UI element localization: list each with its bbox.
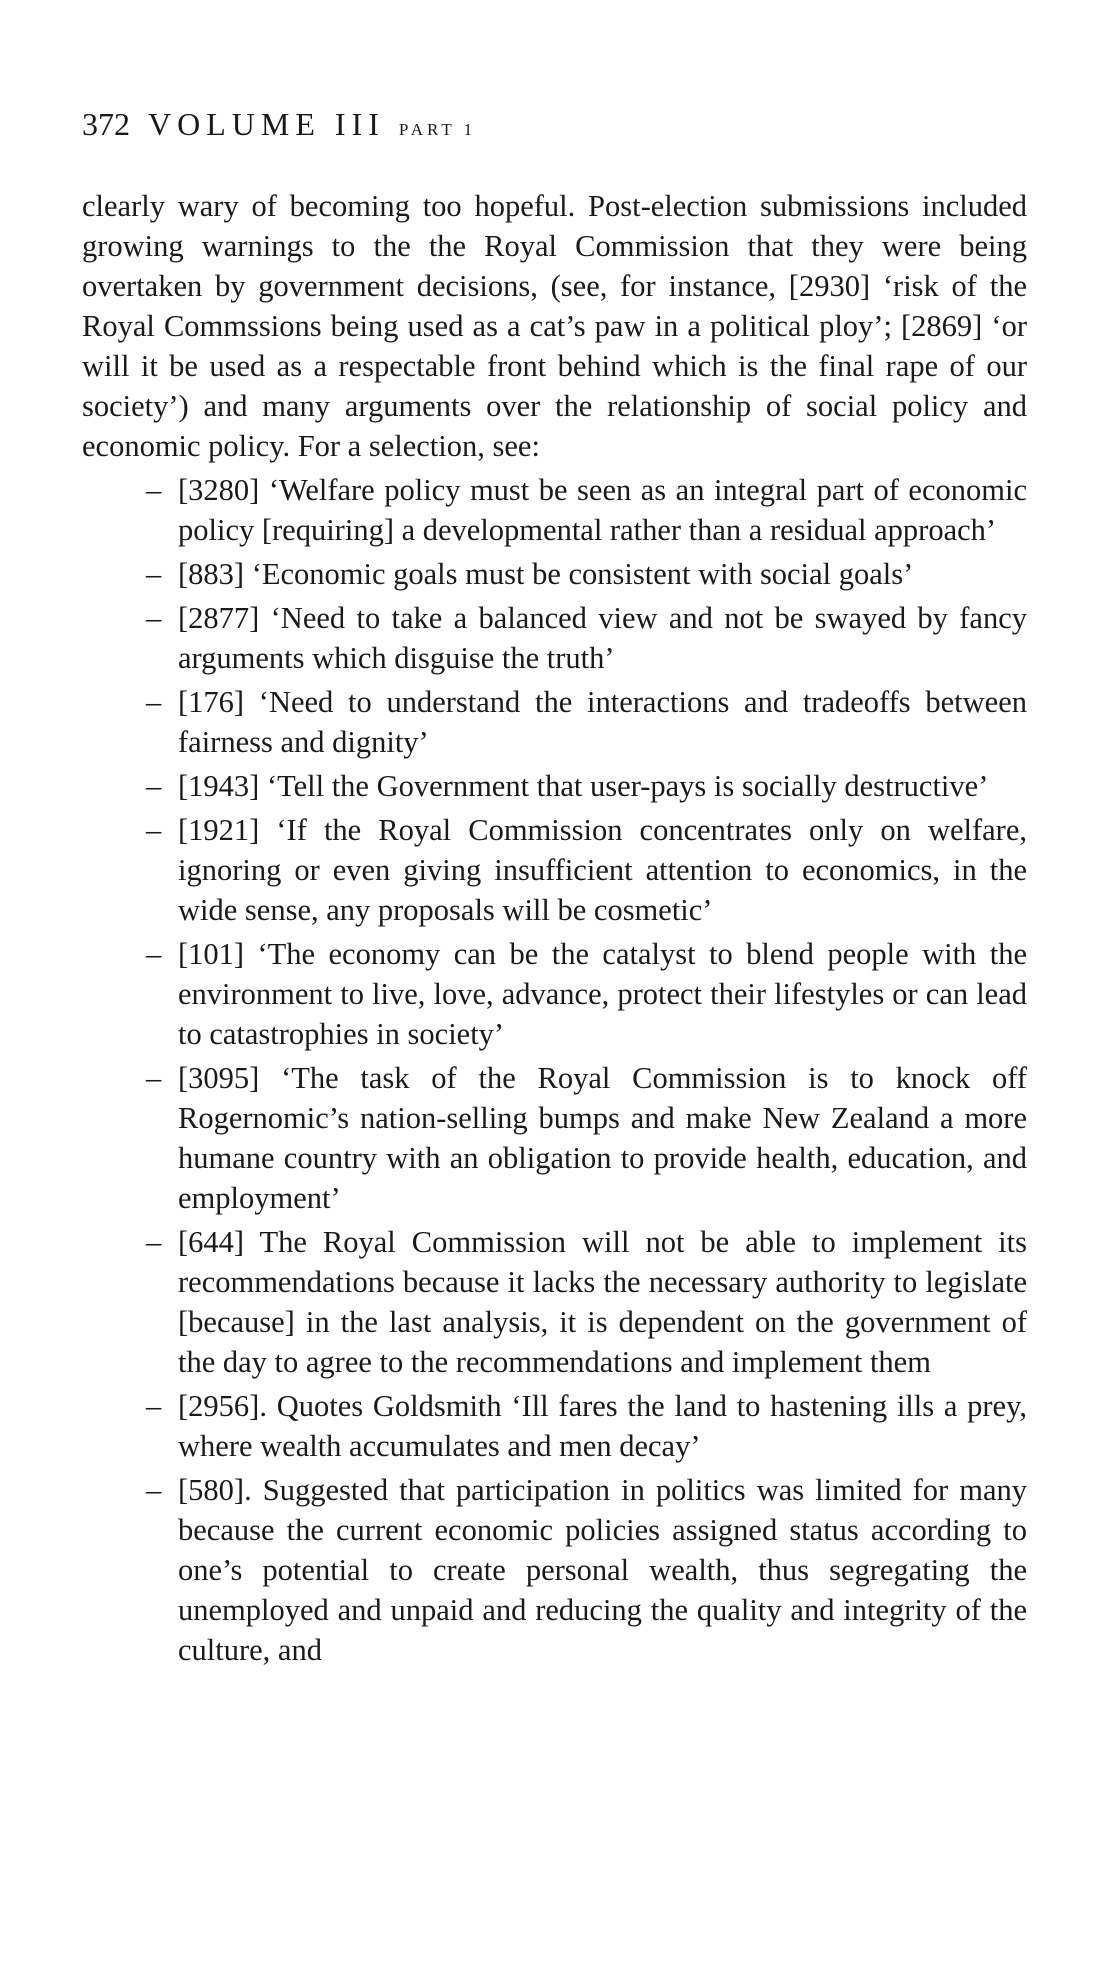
list-item <box>82 766 1027 806</box>
list-item <box>82 934 1027 1054</box>
list-item <box>82 682 1027 762</box>
list-item <box>82 1470 1027 1670</box>
list-item-text: [101] ‘The economy can be the catalyst to blend people with the environment to live, love, advance, protect their lifestyles or can lead to catastrophies in society’ <box>178 937 1027 1051</box>
intro-paragraph: clearly wary of becoming too hopeful. Post-election submissions included growing warnings to the the Royal Commission that they were being overtaken by government decisions, (see, for instance, [2930] ‘risk of the Royal Commssions being used as a cat’s paw in a political ploy’; [2869] ‘or will it be used as a respectable front behind which is the final rape of our society’) and many arguments over the relationship of social policy and economic policy. For a selection, see: <box>82 189 1027 463</box>
list-item <box>82 810 1027 930</box>
list-item-text: [1921] ‘If the Royal Commission concentrates only on welfare, ignoring or even giving insufficient attention to economics, in the wide sense, any proposals will be cosmetic’ <box>178 813 1027 927</box>
volume-label: VOLUME III <box>148 106 385 142</box>
list-item <box>82 598 1027 678</box>
list-item <box>82 1222 1027 1382</box>
list-item-text: [1943] ‘Tell the Government that user-pays is socially destructive’ <box>178 769 989 803</box>
list-item <box>82 1386 1027 1466</box>
list-dash: – <box>146 473 162 507</box>
part-label: PART 1 <box>398 120 477 139</box>
list-item-text: [883] ‘Economic goals must be consistent with social goals’ <box>178 557 914 591</box>
list-item-text: [2877] ‘Need to take a balanced view and not be swayed by fancy arguments which disguise the truth’ <box>178 601 1027 675</box>
document-page <box>82 104 1027 1670</box>
list-item-text: [176] ‘Need to understand the interactions and tradeoffs between fairness and dignity’ <box>178 685 1027 759</box>
list-dash: – <box>146 685 162 719</box>
list-dash: – <box>146 557 162 591</box>
list-item-text: [580]. Suggested that participation in politics was limited for many because the current economic policies assigned status according to one’s potential to create personal wealth, thus segregating the unemployed and unpaid and reducing the quality and integrity of the culture, and <box>178 1473 1027 1667</box>
running-header <box>82 104 1027 150</box>
list-dash: – <box>146 1061 162 1095</box>
list-item-text: [3095] ‘The task of the Royal Commission is to knock off Rogernomic’s nation-selling bumps and make New Zealand a more humane country with an obligation to provide health, education, and employment’ <box>178 1061 1027 1215</box>
list-dash: – <box>146 1225 162 1259</box>
submission-list <box>82 470 1027 1670</box>
list-item-text: [2956]. Quotes Goldsmith ‘Ill fares the land to hastening ills a prey, where wealth accumulates and men decay’ <box>178 1389 1027 1463</box>
list-item <box>82 470 1027 550</box>
list-dash: – <box>146 1389 162 1423</box>
list-dash: – <box>146 1473 162 1507</box>
list-item <box>82 554 1027 594</box>
list-dash: – <box>146 813 162 847</box>
list-item-text: [3280] ‘Welfare policy must be seen as an integral part of economic policy [requiring] a developmental rather than a residual approach’ <box>178 473 1027 547</box>
list-dash: – <box>146 937 162 971</box>
list-item-text: [644] The Royal Commission will not be able to implement its recommendations because it lacks the necessary authority to legislate [because] in the last analysis, it is dependent on the government of the day to agree to the recommendations and implement them <box>178 1225 1027 1379</box>
list-item <box>82 1058 1027 1218</box>
list-dash: – <box>146 769 162 803</box>
list-dash: – <box>146 601 162 635</box>
page-number: 372 <box>82 106 130 142</box>
